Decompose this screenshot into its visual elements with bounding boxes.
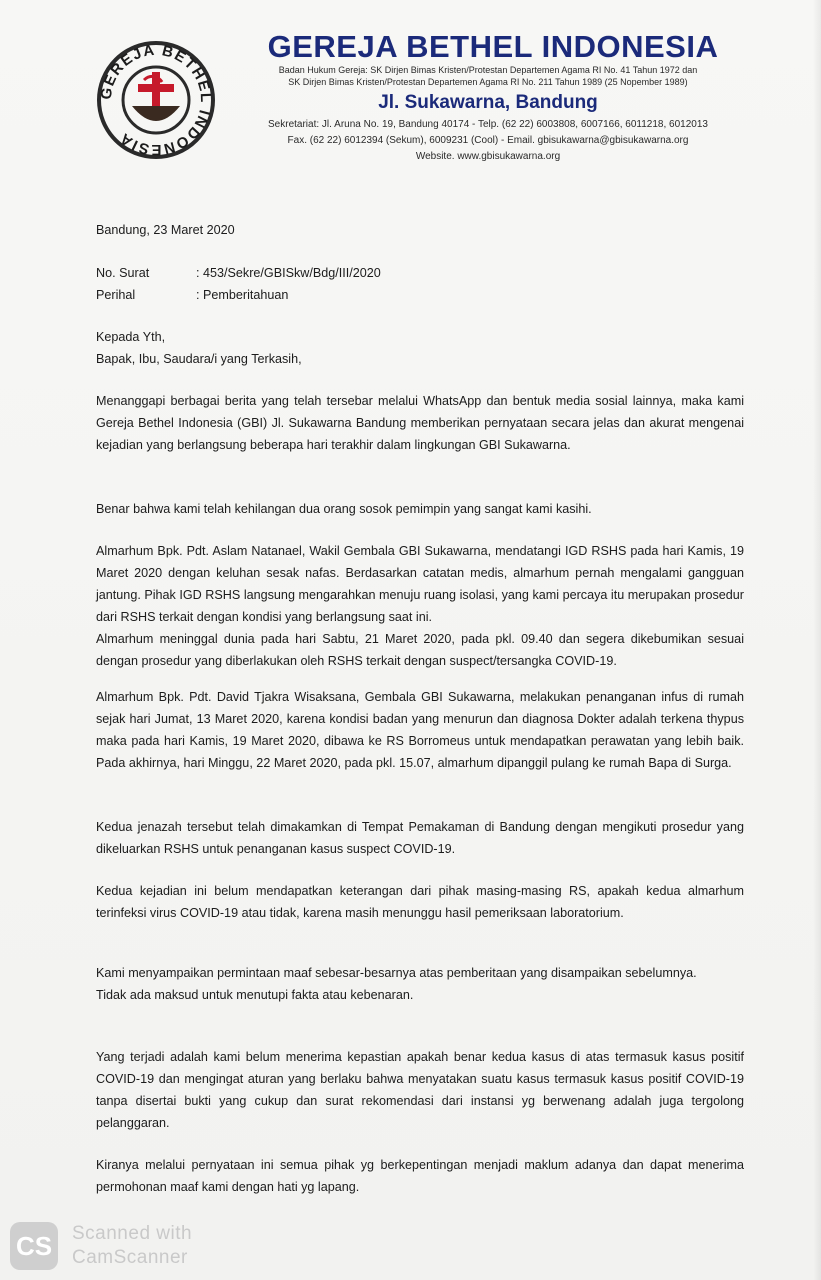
branch-name: Jl. Sukawarna, Bandung (378, 92, 598, 113)
paragraph-3 (96, 540, 744, 672)
contact-line-3: Website. www.gbisukawarna.org (415, 151, 561, 162)
paragraph-2: Benar bahwa kami telah kehilangan dua orang sosok pemimpin yang sangat kami kasihi. (96, 502, 592, 516)
salutation-line-1: Kepada Yth, (96, 330, 166, 344)
legal-line-1: Badan Hukum Gereja: SK Dirjen Bimas Kristen/Protestan Departemen Agama RI No. 41 Tahun 1972 dan (278, 65, 698, 75)
contact-line-1: Sekretariat: Jl. Aruna No. 19, Bandung 40174 - Telp. (62 22) 6003808, 6007166, 6011218, 6012013 (268, 119, 708, 130)
legal-line-2: SK Dirjen Bimas Kristen/Protestan Departemen Agama RI No. 211 Tahun 1989 (25 Nopember 1989) (288, 77, 688, 87)
paragraph-3a: Almarhum Bpk. Pdt. Aslam Natanael, Wakil Gembala GBI Sukawarna, mendatangi IGD RSHS pada hari Kamis, 19 Maret 2020 dengan keluhan sesak nafas. Berdasarkan catatan medis, almarhum pernah mengalami gangguan jantung. Pihak IGD RSHS langsung mengarahkan menuju ruang isolasi, yang kami percaya itu merupakan prosedur dari RSHS terkait dengan kondisi yang berlangsung saat ini. (96, 544, 744, 624)
paragraph-7b: Tidak ada maksud untuk menutupi fakta atau kebenaran. (96, 988, 414, 1002)
church-logo (96, 40, 216, 160)
paragraph-8: Yang terjadi adalah kami belum menerima kepastian apakah benar kedua kasus di atas termasuk kasus positif COVID-19 dan mengingat aturan yang berlaku bahwa menyatakan suatu kasus termasuk kasus positif COVID-19 tanpa disertai bukti yang cukup dan surat rekomendasi dari instansi yg berwenang adalah juga tergolong pelanggaran. (96, 1050, 744, 1130)
watermark-line-2: CamScanner (72, 1247, 188, 1268)
contact-line-2: Fax. (62 22) 6012394 (Sekum), 6009231 (Cool) - Email. gbisukawarna@gbisukawarna.org (287, 135, 689, 146)
subject-value: : Pemberitahuan (196, 288, 289, 302)
camscanner-text (72, 1222, 192, 1270)
camscanner-logo-icon: CS (10, 1222, 58, 1270)
page-edge-shadow (813, 0, 821, 1280)
watermark-line-1: Scanned with (72, 1223, 193, 1244)
paragraph-1: Menanggapi berbagai berita yang telah tersebar melalui WhatsApp dan bentuk media sosial lainnya, maka kami Gereja Bethel Indonesia (GBI) Jl. Sukawarna Bandung memberikan pernyataan secara jelas dan akurat mengenai kejadian yang berlangsung beberapa hari terakhir dalam lingkungan GBI Sukawarna. (96, 394, 744, 452)
paragraph-3b: Almarhum meninggal dunia pada hari Sabtu, 21 Maret 2020, pada pkl. 09.40 dan segera dikebumikan sesuai dengan prosedur yang diberlakukan oleh RSHS terkait dengan suspect/tersangka COVID-19. (96, 632, 744, 668)
logo-ring-text: GEREJA BETHEL INDONESIA (97, 41, 215, 159)
paragraph-7a: Kami menyampaikan permintaan maaf sebesar-besarnya atas pemberitaan yang disampaikan sebelumnya. (96, 966, 697, 980)
letter-number-label: No. Surat (96, 266, 150, 280)
subject-label: Perihal (96, 288, 136, 302)
salutation (96, 326, 744, 370)
letterhead (228, 30, 748, 164)
paragraph-6: Kedua kejadian ini belum mendapatkan keterangan dari pihak masing-masing RS, apakah kedua almarhum terinfeksi virus COVID-19 atau tidak, karena masih menunggu hasil pemeriksaan laboratorium. (96, 884, 744, 920)
paragraph-9: Kiranya melalui pernyataan ini semua pihak yg berkepentingan menjadi maklum adanya dan dapat menerima permohonan maaf kami dengan hati yg lapang. (96, 1158, 744, 1194)
church-name: GEREJA BETHEL INDONESIA (267, 29, 719, 64)
camscanner-watermark (10, 1220, 230, 1272)
salutation-line-2: Bapak, Ibu, Saudara/i yang Terkasih, (96, 352, 302, 366)
subject-row (96, 284, 744, 306)
paragraph-5: Kedua jenazah tersebut telah dimakamkan di Tempat Pemakaman di Bandung dengan mengikuti prosedur yang dikeluarkan RSHS untuk penanganan kasus suspect COVID-19. (96, 820, 744, 856)
paragraph-4: Almarhum Bpk. Pdt. David Tjakra Wisaksana, Gembala GBI Sukawarna, melakukan penanganan infus di rumah sejak hari Jumat, 13 Maret 2020, karena kondisi badan yang menurun dan diagnosa Dokter adalah terkena thypus maka pada hari Kamis, 19 Maret 2020, dibawa ke RS Borromeus untuk mendapatkan perawatan yang lebih baik. Pada akhirnya, hari Minggu, 22 Maret 2020, pada pkl. 15.07, almarhum dipanggil pulang ke rumah Bapa di Surga. (96, 690, 744, 770)
letter-number-row (96, 262, 744, 284)
letter-number-value: : 453/Sekre/GBISkw/Bdg/III/2020 (196, 266, 381, 280)
paragraph-7 (96, 962, 744, 1006)
letter-meta (96, 262, 744, 306)
letter-date: Bandung, 23 Maret 2020 (96, 223, 235, 237)
